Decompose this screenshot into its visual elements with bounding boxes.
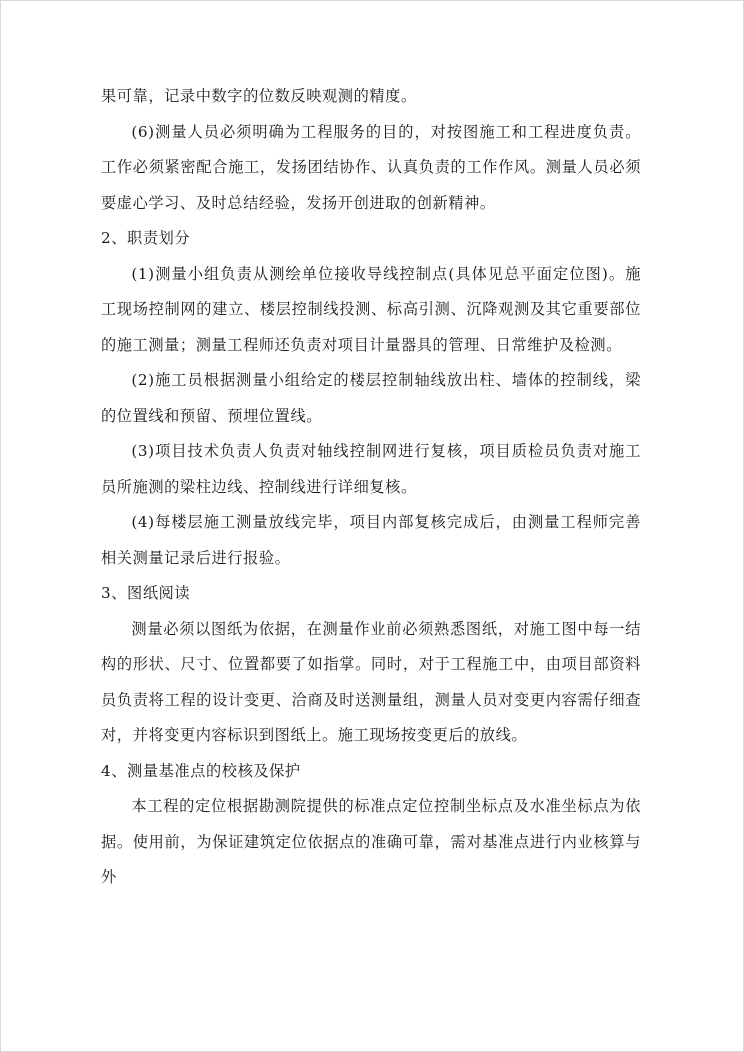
paragraph: (6)测量人员必须明确为工程服务的目的，对按图施工和工程进度负责。工作必须紧密配合施工，发扬团结协作、认真负责的工作作风。测量人员必须要虚心学习、及时总结经验，发扬开创进取的创新精神。 <box>101 122 641 212</box>
paragraph: 本工程的定位根据勘测院提供的标准点定位控制坐标点及水准坐标点为依据。使用前，为保证建筑定位依据点的准确可靠，需对基准点进行内业核算与外 <box>101 797 641 886</box>
paragraph: (4)每楼层施工测量放线完毕，项目内部复核完成后，由测量工程师完善相关测量记录后进行报验。 <box>101 513 641 567</box>
paragraph: (2)施工员根据测量小组给定的楼层控制轴线放出柱、墙体的控制线，梁的位置线和预留、预埋位置线。 <box>101 371 641 425</box>
paragraph: 测量必须以图纸为依据，在测量作业前必须熟悉图纸，对施工图中每一结构的形状、尺寸、位置都要了如指掌。同时，对于工程施工中，由项目部资料员负责将工程的设计变更、洽商及时送测量组，测量人员对变更内容需仔细查对，并将变更内容标识到图纸上。施工现场按变更后的放线。 <box>101 619 641 744</box>
paragraph: (1)测量小组负责从测绘单位接收导线控制点(具体见总平面定位图)。施工现场控制网的建立、楼层控制线投测、标高引测、沉降观测及其它重要部位的施工测量；测量工程师还负责对项目计量器具的管理、日常维护及检测。 <box>101 264 641 354</box>
section-heading: 3、图纸阅读 <box>101 584 191 602</box>
page-body <box>101 79 641 896</box>
paragraph: (3)项目技术负责人负责对轴线控制网进行复核，项目质检员负责对施工员所施测的梁柱边线、控制线进行详细复核。 <box>101 442 641 496</box>
paragraph: 果可靠，记录中数字的位数反映观测的精度。 <box>101 87 417 105</box>
section-heading: 4、测量基准点的校核及保护 <box>101 761 301 780</box>
section-heading: 2、职责划分 <box>101 229 191 247</box>
